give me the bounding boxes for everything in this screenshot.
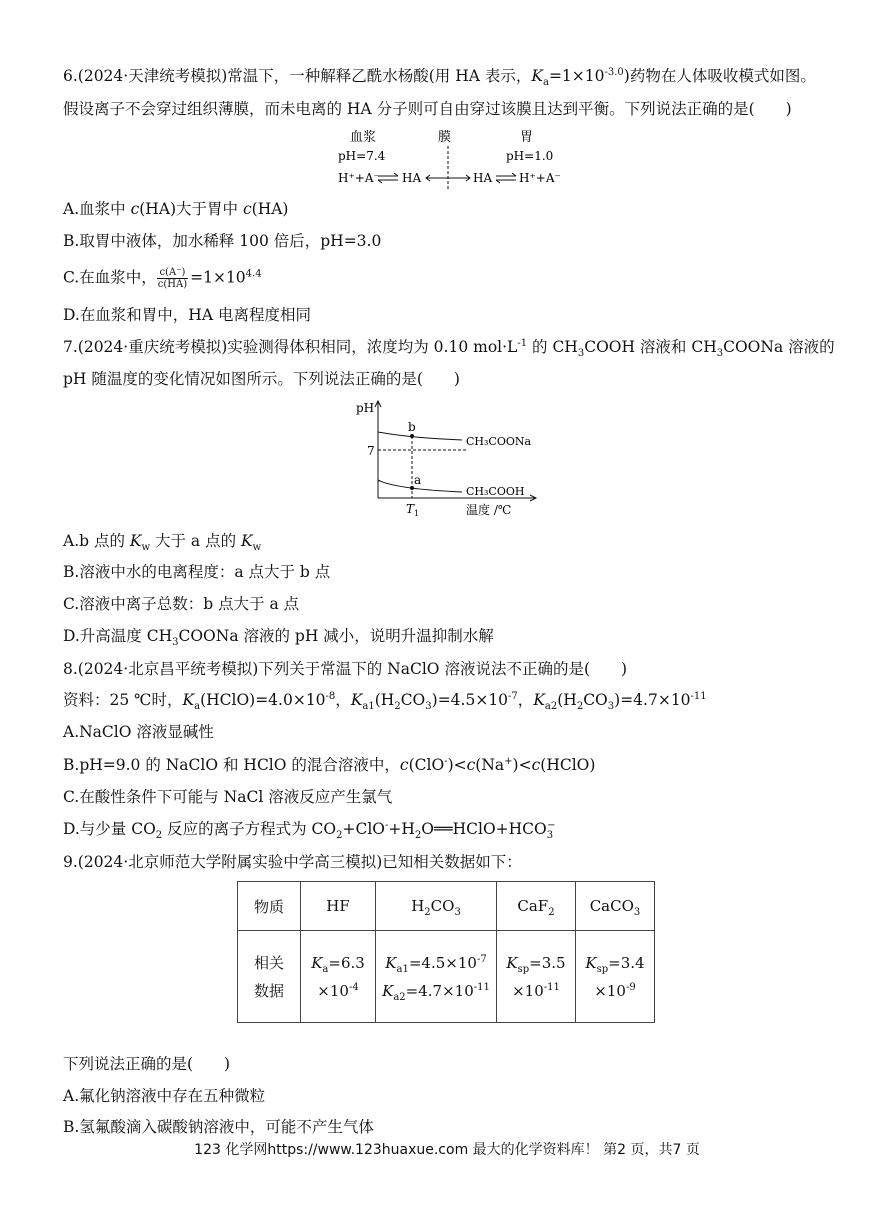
q7-option-b: B.溶液中水的电离程度：a 点大于 b 点 (63, 563, 331, 581)
page-footer: 123 化学网https://www.123huaxue.com 最大的化学资料库！ 第2 页，共7 页 (194, 1142, 700, 1158)
q8-option-a: A.NaClO 溶液显碱性 (63, 723, 214, 741)
q7-option-a: A.b 点的 $K_w$ 大于 a 点的 $K_w$ (63, 532, 262, 554)
q8-stem: 8.(2024·北京昌平统考模拟)下列关于常温下的 NaClO 溶液说法不正确的是( ) (63, 660, 628, 678)
diagram-ph-plasma: pH=7.4 (338, 149, 386, 163)
diagram-ph-stomach: pH=1.0 (506, 149, 554, 163)
table-cell-hf: $K_a=6.3$ $\times 10^{-4}$ (301, 931, 376, 1023)
chart-y-label: pH (356, 401, 375, 415)
chart-y-tick-7: 7 (367, 444, 375, 458)
diagram-eq-right: H⁺+A⁻ (519, 171, 561, 185)
diagram-plasma-label: 血浆 (350, 130, 377, 145)
diagram-ha-right: HA (473, 171, 493, 185)
diagram-ha-left: HA (402, 171, 422, 185)
table-header-substance: 物质 (238, 882, 301, 931)
table-header-caco3: CaCO$_3$ (576, 882, 655, 931)
series-ch3cooh-label: CH₃COOH (466, 485, 525, 498)
q9-data-table (237, 881, 655, 1023)
q9-ask: 下列说法正确的是( ) (63, 1055, 231, 1073)
q7-ph-temperature-chart (350, 396, 540, 522)
q8-option-d: D.与少量 $CO_2$ 反应的离子方程式为 $CO_2+ClO^-+H_2O══HClO+HCO_3^-$ (63, 819, 556, 842)
table-cell-caf2: $K_{sp}=3.5$ $\times 10^{-11}$ (497, 931, 576, 1023)
table-header-h2co3: $H_2CO_3$ (376, 882, 497, 931)
q6-option-d: D.在血浆和胃中，HA 电离程度相同 (63, 306, 311, 324)
q6-option-b: B.取胃中液体，加水稀释 100 倍后，pH=3.0 (63, 232, 382, 250)
q8-info: 资料：25 ℃时，$K_a(HClO)=4.0\times 10^{-8}$，$K_{a1}(H_2CO_3)=4.5\times 10^{-7}$，$K_{a2}(H_2CO_3)=4.7\times 10^{-11}$ (63, 690, 707, 713)
point-b (410, 434, 414, 438)
table-cell-h2co3: $K_{a1}=4.5\times 10^{-7}$ $K_{a2}=4.7\times 10^{-11}$ (376, 931, 497, 1023)
q7-stem-line2: pH 随温度的变化情况如图所示。下列说法正确的是( ) (63, 370, 460, 388)
x-tick-t1: $T_1$ (406, 502, 420, 518)
q6-stem-line1: 6.(2024·天津统考模拟)常温下，一种解释乙酰水杨酸(用 HA 表示，$K_a=1\times 10^{-3.0}$)药物在人体吸收模式如图。 (63, 66, 816, 89)
q8-option-b: B.pH=9.0 的 NaClO 和 HClO 的混合溶液中，c(ClO-)<c(Na+)<c(HClO) (63, 755, 596, 774)
table-row-label: 相关 数据 (238, 931, 301, 1023)
q6-stem-line2: 假设离子不会穿过组织薄膜，而未电离的 HA 分子则可自由穿过该膜且达到平衡。下列说法正确的是( ) (63, 100, 792, 118)
diagram-membrane-label: 膜 (438, 130, 452, 145)
chart-x-label: 温度 /℃ (466, 503, 512, 517)
diagram-stomach-label: 胃 (520, 130, 534, 145)
q9-stem: 9.(2024·北京师范大学附属实验中学高三模拟)已知相关数据如下： (63, 853, 522, 871)
diagram-eq-left: H⁺+A⁻ (338, 171, 380, 185)
q7-stem-line1: 7.(2024·重庆统考模拟)实验测得体积相同，浓度均为 0.10 $mol\cdot L^{-1}$ 的 $CH_3COOH$ 溶液和 $CH_3COONa$ 溶液的 (63, 337, 835, 360)
table-header-hf: HF (301, 882, 376, 931)
q6-absorption-diagram (330, 126, 570, 192)
curve-ch3coona (378, 432, 462, 440)
q7-option-d: D.升高温度 $CH_3COONa$ 溶液的 pH 减小，说明升温抑制水解 (63, 627, 494, 649)
fraction: $\frac{c(A^-)}{c(HA)}$ (157, 267, 188, 290)
series-ch3coona-label: CH₃COONa (466, 435, 532, 448)
q9-option-b: B.氢氟酸滴入碳酸钠溶液中，可能不产生气体 (63, 1118, 374, 1136)
q6-option-c: C.在血浆中， $\frac{c(A^-)}{c(HA)}$ $=1\times 10^{4.4}$ (63, 267, 262, 290)
table-header-caf2: CaF$_2$ (497, 882, 576, 931)
q9-option-a: A.氟化钠溶液中存在五种微粒 (63, 1087, 266, 1105)
point-b-label: b (408, 420, 416, 434)
point-a-label: a (414, 473, 422, 487)
q8-option-c: C.在酸性条件下可能与 NaCl 溶液反应产生氯气 (63, 788, 393, 806)
q7-option-c: C.溶液中离子总数：b 点大于 a 点 (63, 595, 300, 613)
table-cell-caco3: $K_{sp}=3.4$ $\times 10^{-9}$ (576, 931, 655, 1023)
q6-option-a: A.血浆中 c(HA)大于胃中 c(HA) (63, 200, 289, 218)
